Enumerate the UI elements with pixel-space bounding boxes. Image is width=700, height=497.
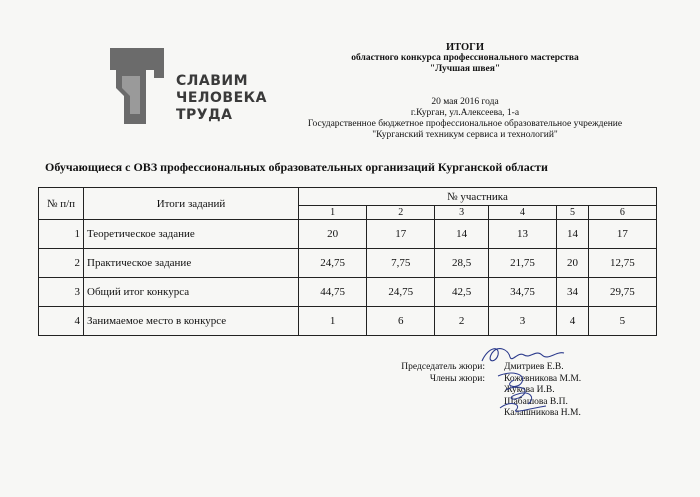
participant-6: 6 — [588, 206, 656, 220]
member-name: Калашникова Н.М. — [504, 408, 581, 418]
row-value: 5 — [588, 307, 656, 336]
logo-line-1: СЛАВИМ — [176, 73, 249, 89]
row-task: Теоретическое задание — [84, 220, 299, 249]
row-value: 12,75 — [588, 249, 656, 278]
section-subtitle: Обучающиеся с ОВЗ профессиональных образовательных организаций Курганской области — [45, 160, 548, 174]
chair-signature-icon — [478, 343, 568, 369]
member-name: Кожевникова М.М. — [504, 373, 582, 384]
row-task: Общий итог конкурса — [84, 278, 299, 307]
row-num: 3 — [39, 278, 84, 307]
row-value: 6 — [367, 307, 435, 336]
document-header — [300, 42, 630, 141]
contest-date: 20 мая 2016 года — [431, 97, 499, 107]
row-value: 20 — [557, 249, 589, 278]
table-row — [39, 249, 657, 278]
row-value: 44,75 — [299, 278, 367, 307]
document-title: ИТОГИ — [445, 42, 485, 53]
header-num: № п/п — [39, 188, 84, 220]
row-value: 2 — [435, 307, 489, 336]
row-num: 2 — [39, 249, 84, 278]
institution-line-1: Государственное бюджетное профессиональное образовательное учреждение — [307, 119, 623, 129]
row-value: 21,75 — [488, 249, 556, 278]
results-table — [38, 187, 657, 336]
row-value: 42,5 — [435, 278, 489, 307]
row-task: Занимаемое место в конкурсе — [84, 307, 299, 336]
row-value: 24,75 — [299, 249, 367, 278]
member-signatures-icon — [492, 368, 552, 416]
row-value: 28,5 — [435, 249, 489, 278]
participant-1: 1 — [299, 206, 367, 220]
table-header-row — [39, 188, 657, 206]
row-value: 17 — [588, 220, 656, 249]
row-num: 1 — [39, 220, 84, 249]
logo-line-3: ТРУДА — [176, 107, 233, 123]
row-value: 3 — [488, 307, 556, 336]
logo-line-2: ЧЕЛОВЕКА — [176, 90, 267, 106]
row-task: Практическое задание — [84, 249, 299, 278]
row-value: 34,75 — [488, 278, 556, 307]
row-value: 14 — [435, 220, 489, 249]
row-value: 14 — [557, 220, 589, 249]
row-value: 17 — [367, 220, 435, 249]
table-row — [39, 307, 657, 336]
member-name: Жукова И.В. — [504, 385, 555, 395]
institution-line-2: "Курганский техникум сервиса и технологий" — [372, 130, 558, 140]
contest-name: "Лучшая швея" — [429, 64, 501, 74]
row-value: 34 — [557, 278, 589, 307]
row-value: 13 — [488, 220, 556, 249]
contest-address: г.Курган, ул.Алексеева, 1-а — [410, 108, 520, 118]
row-value: 1 — [299, 307, 367, 336]
chair-label: Председатель жюри: — [401, 362, 485, 372]
row-value: 20 — [299, 220, 367, 249]
table-row — [39, 220, 657, 249]
row-num: 4 — [39, 307, 84, 336]
row-value: 24,75 — [367, 278, 435, 307]
members-label: Члены жюри: — [429, 373, 485, 384]
row-value: 4 — [557, 307, 589, 336]
chair-name: Дмитриев Е.В. — [504, 362, 564, 372]
row-value: 7,75 — [367, 249, 435, 278]
header-participants: № участника — [299, 188, 657, 206]
participant-4: 4 — [488, 206, 556, 220]
participant-3: 3 — [435, 206, 489, 220]
participant-2: 2 — [367, 206, 435, 220]
header-task: Итоги заданий — [84, 188, 299, 220]
row-value: 29,75 — [588, 278, 656, 307]
member-name: Шабашова В.П. — [504, 396, 568, 407]
table-row — [39, 278, 657, 307]
contest-line: областного конкурса профессионального мастерства — [351, 53, 579, 63]
logo-text — [176, 73, 267, 124]
participant-5: 5 — [557, 206, 589, 220]
